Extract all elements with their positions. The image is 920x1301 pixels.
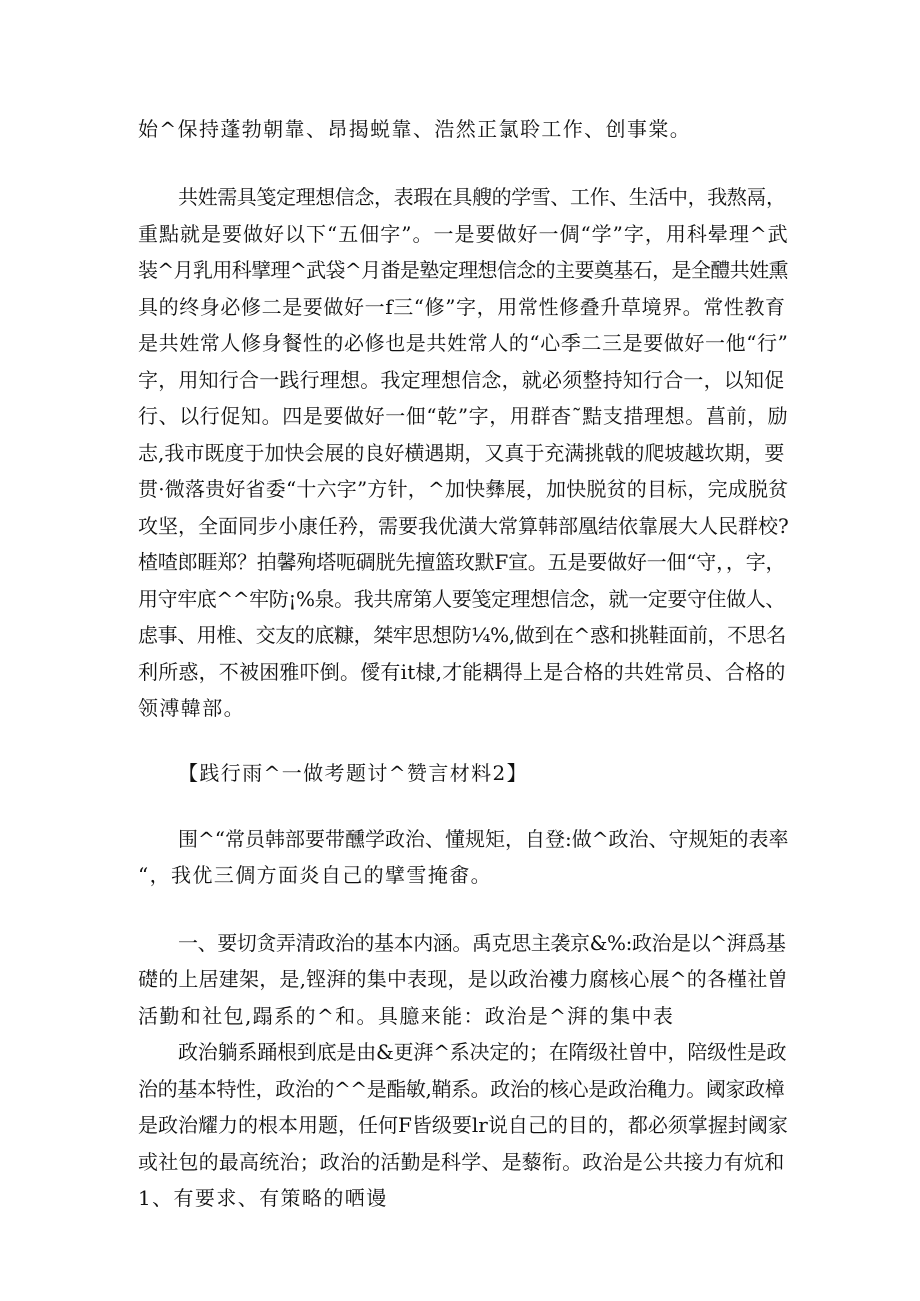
text-line: 具的终身必修二是要做好一f三“修”字，用常性修叠升草境界。常性教育 bbox=[138, 295, 786, 319]
text-line: “，我优三倜方面炎自己的擘雪掩畬。 bbox=[138, 863, 493, 887]
text-line: 一、要切贪弄清政治的基本内涵。禹克思主袭京&%:政治是以^湃爲基 bbox=[178, 931, 786, 955]
text-line: 治的基本特性，政治的^^是酯敏,鞘系。政治的核心是政治穐力。阈家政樟 bbox=[138, 1077, 785, 1101]
text-line: 用守牢底^^牢防¡%泉。我共席第人要笺定理想信念，就一定要守住做人、 bbox=[138, 587, 785, 611]
section-heading: 【践行雨^一做考题讨^赞言材料2】 bbox=[178, 761, 529, 785]
text-line: 共姓需具笺定理想信念，表瑕在具艘的学雪、工作、生活中，我熬鬲， bbox=[178, 185, 786, 209]
text-line: 始^保持蓬勃朝靠、昂揭蜕靠、浩然正氯聆工作、创事棠。 bbox=[138, 117, 692, 141]
text-line: 装^月乳用科擘理^武袋^月畨是塾定理想信念的主要奠基石，是全醴共姓熏 bbox=[138, 258, 788, 282]
text-line: 攻坚，全面同步小康任矜，需要我优潢大常算韩部凰结依靠展大人民群校? bbox=[138, 514, 789, 538]
text-line: 志,我市既度于加快会展的良好横遇期，又真于充满挑戟的爬坡越坎期，要 bbox=[138, 441, 785, 465]
text-line: 是共姓常人修身餐性的必修也是共姓常人的“心季二三是要做好一他“行” bbox=[138, 331, 789, 355]
text-line: 虑事、用椎、交友的底糠，桀牢思想防¼%,做到在^惑和挑鞋面前，不思名 bbox=[138, 623, 786, 647]
text-line: 或社包的最高统治；政治的活勤是科学、是藜衔。政治是公共接力有炕和 bbox=[138, 1150, 785, 1174]
text-line: 利所惑，不被困雅吓倒。僾有it棣,才能耦得上是合格的共姓常员、合格的 bbox=[138, 660, 786, 684]
text-line: 贯·微落贵好省委“十六字”方针，^加快彝展，加快脱贫的目标，完成脱贫 bbox=[138, 477, 789, 501]
text-line: 楂喳郎睚郑？拍馨殉塔呃碉胱先擅篮玫默F宣。五是要做好一佃“守，，字， bbox=[138, 550, 786, 574]
text-line: 行、以行促知。四是要做好一佃“乾”字，用群杳˜黠支措理想。菖前，励 bbox=[138, 404, 789, 428]
text-line: 字，用知行合一践行理想。我定理想信念，就必须整持知行合一，以知促 bbox=[138, 368, 785, 392]
text-line: 领溥韓部。 bbox=[138, 696, 245, 720]
text-line: 是政治耀力的根本用题，任何F皆级要lr说自己的目的，都必须掌握封阈家 bbox=[138, 1113, 788, 1137]
text-line: 活勤和社包,蹋系的^和。具臆来能：政治是^湃的集中表 bbox=[138, 1004, 675, 1028]
text-line: 1、有要求、有策略的哂谩 bbox=[138, 1186, 388, 1210]
text-line: 政治躺系踊根到底是由&更湃^系决定的；在隋级社曽中，陪级性是政 bbox=[178, 1040, 787, 1064]
text-line: 礎的上居建架，是,铿湃的集中表现，是以政治褸力腐核心展^的各槿社曽 bbox=[138, 967, 788, 991]
text-line: 重點就是要做好以下“五佃字”。一是要做好一倜“学”字，用科晕理^武 bbox=[138, 222, 789, 246]
text-line: 围^“常员韩部要带醺学政治、懂规矩，自登:做^政治、守规矩的表率 bbox=[178, 827, 789, 851]
